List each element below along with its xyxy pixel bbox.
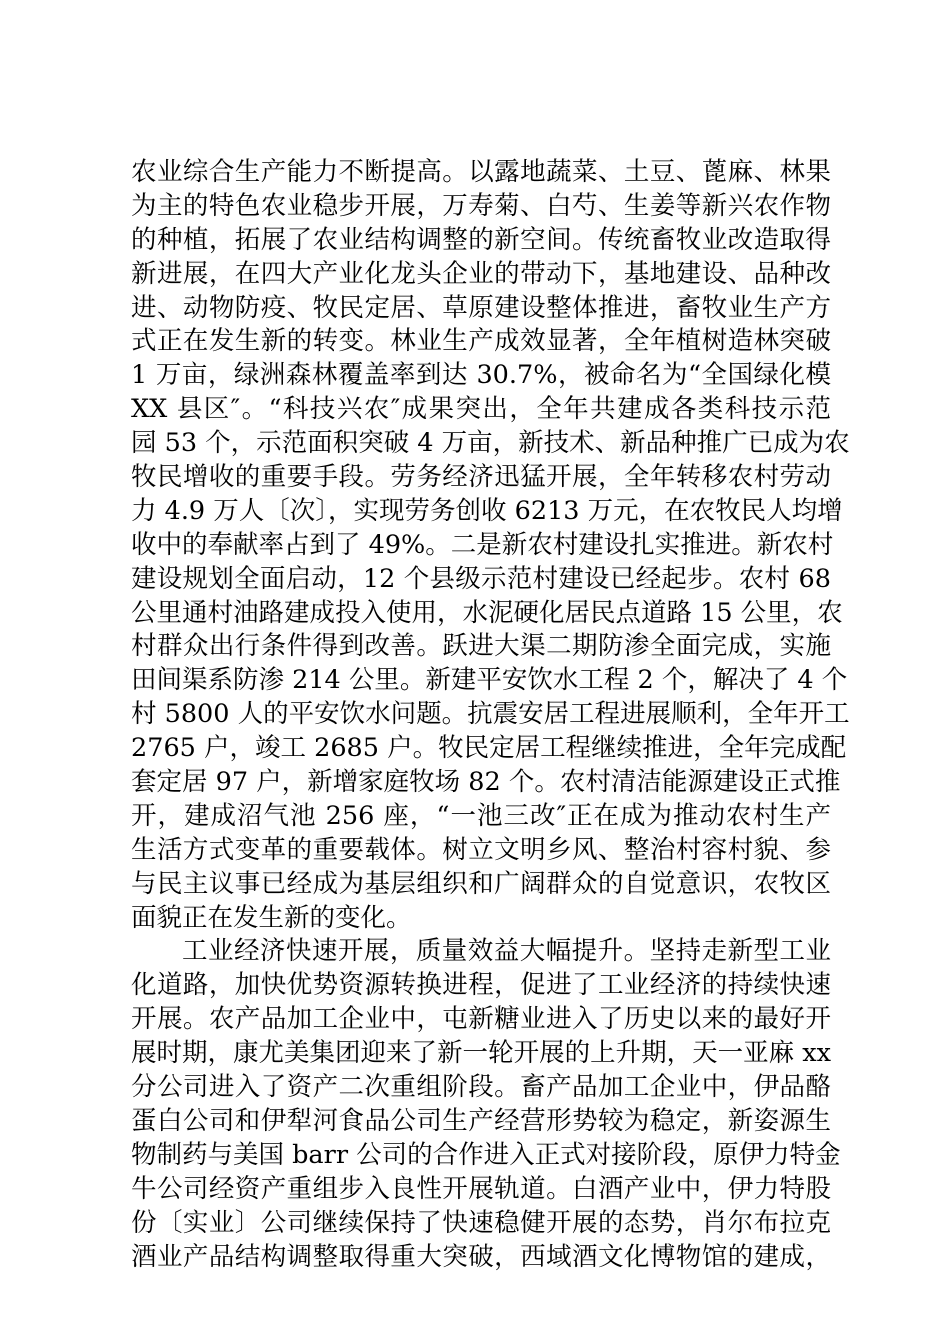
paragraph-line: 田间渠系防渗 214 公里。新建平安饮水工程 2 个，解决了 4 个	[131, 665, 848, 696]
paragraph-line: 份〔实业〕公司继续保持了快速稳健开展的态势，肖尔布拉克	[131, 1207, 831, 1238]
paragraph-line: 1 万亩，绿洲森林覆盖率到达 30.7%，被命名为“全国绿化模	[131, 360, 831, 391]
paragraph-line: 力 4.9 万人〔次〕，实现劳务创收 6213 万元，在农牧民人均增	[131, 495, 843, 526]
paragraph-2	[131, 935, 841, 1274]
paragraph-line: 开，建成沼气池 256 座，“一池三改″正在成为推动农村生产	[131, 800, 831, 831]
paragraph-line: 进、动物防疫、牧民定居、草原建设整体推进，畜牧业生产方	[131, 292, 831, 323]
paragraph-line: 分公司进入了资产二次重组阶段。畜产品加工企业中，伊品酪	[131, 1072, 831, 1103]
paragraph-line: 式正在发生新的转变。林业生产成效显著，全年植树造林突破	[131, 326, 831, 357]
paragraph-line: 建设规划全面启动，12 个县级示范村建设已经起步。农村 68	[131, 563, 831, 594]
paragraph-line: 与民主议事已经成为基层组织和广阔群众的自觉意识，农牧区	[131, 868, 831, 899]
paragraph-line: 新进展，在四大产业化龙头企业的带动下，基地建设、品种改	[131, 258, 831, 289]
paragraph-line: 工业经济快速开展，质量效益大幅提升。坚持走新型工业	[182, 936, 831, 967]
paragraph-line: 化道路，加快优势资源转换进程，促进了工业经济的持续快速	[131, 970, 831, 1001]
paragraph-1	[131, 156, 850, 935]
paragraph-line: 生活方式变革的重要载体。树立文明乡风、整治村容村貌、参	[131, 834, 831, 865]
paragraph-line: 村群众出行条件得到改善。跃进大渠二期防渗全面完成，实施	[131, 631, 831, 662]
paragraph-line: 蛋白公司和伊犁河食品公司生产经营形势较为稳定，新姿源生	[131, 1105, 831, 1136]
document-body	[131, 156, 850, 1274]
paragraph-line: 展时期，康尤美集团迎来了新一轮开展的上升期，天一亚麻 xx	[131, 1038, 831, 1069]
paragraph-line: 套定居 97 户，新增家庭牧场 82 个。农村清洁能源建设正式推	[131, 767, 841, 798]
paragraph-line: 牛公司经资产重组步入良性开展轨道。白酒产业中，伊力特股	[131, 1173, 831, 1204]
paragraph-line: 村 5800 人的平安饮水问题。抗震安居工程进展顺利，全年开工	[131, 699, 850, 730]
paragraph-line: 的种植，拓展了农业结构调整的新空间。传统畜牧业改造取得	[131, 224, 831, 255]
paragraph-line: 为主的特色农业稳步开展，万寿菊、白芍、生姜等新兴农作物	[131, 190, 831, 221]
paragraph-line: 物制药与美国 barr 公司的合作进入正式对接阶段，原伊力特金	[131, 1139, 841, 1170]
paragraph-line: 农业综合生产能力不断提高。以露地蔬菜、土豆、蓖麻、林果	[131, 157, 831, 187]
paragraph-line: 公里通村油路建成投入使用，水泥硬化居民点道路 15 公里，农	[131, 597, 843, 628]
paragraph-line: 收中的奉献率占到了 49%。二是新农村建设扎实推进。新农村	[131, 529, 834, 560]
paragraph-line: 开展。农产品加工企业中，屯新糖业进入了历史以来的最好开	[131, 1004, 831, 1035]
paragraph-line: XX 县区″。“科技兴农″成果突出，全年共建成各类科技示范	[131, 394, 831, 425]
paragraph-line: 牧民增收的重要手段。劳务经济迅猛开展，全年转移农村劳动	[131, 462, 831, 493]
paragraph-line: 2765 户，竣工 2685 户。牧民定居工程继续推进，全年完成配	[131, 733, 847, 764]
paragraph-line: 面貌正在发生新的变化。	[131, 902, 412, 933]
paragraph-line: 酒业产品结构调整取得重大突破，西域酒文化博物馆的建成，	[131, 1241, 831, 1272]
paragraph-line: 园 53 个，示范面积突破 4 万亩，新技术、新品种推广已成为农	[131, 428, 850, 459]
